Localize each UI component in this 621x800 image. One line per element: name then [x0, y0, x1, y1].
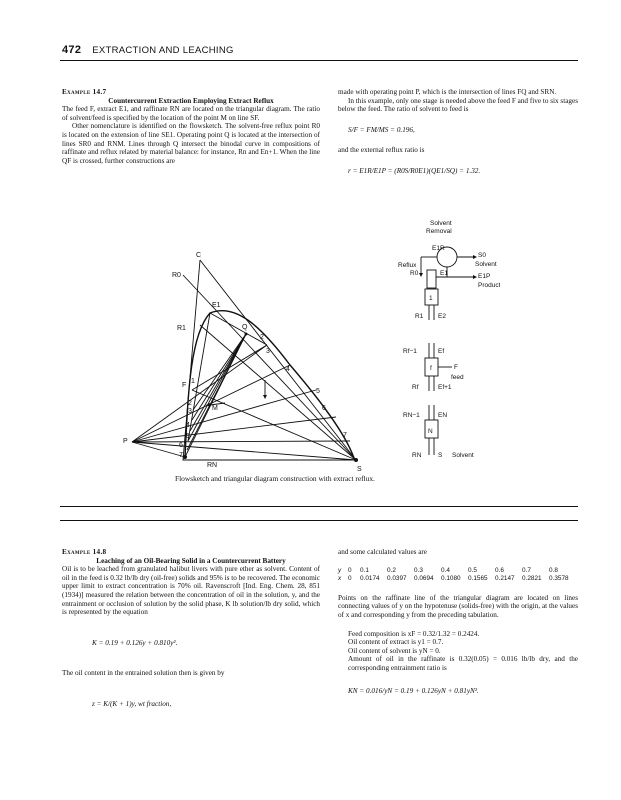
page-number: 472 — [62, 44, 82, 56]
raffinate-4: 4 — [186, 422, 190, 429]
flow-rn: RN — [412, 452, 422, 459]
line: Oil content of extract is y1 = 0.7. — [348, 638, 444, 647]
paragraph: made with operating point P, which is the intersection of lines FQ and SRN. — [338, 88, 557, 96]
paragraph: and some calculated values are — [338, 548, 428, 556]
paragraph: In this example, only one stage is needed above the feed F and five to six stages below the feed. The ratio of solvent to feed is — [338, 96, 578, 114]
header-rule — [60, 60, 578, 61]
raffinate-7: 7 — [179, 452, 183, 459]
flow-feed: feed — [451, 374, 464, 381]
example-label: Example 14.7 — [62, 88, 107, 96]
label-C: C — [196, 252, 202, 259]
flow-bottom-solvent: Solvent — [452, 452, 474, 459]
flow-removal: Removal — [426, 228, 452, 235]
flow-feed-F: F — [454, 364, 458, 371]
paragraph: Points on the raffinate line of the triangular diagram are located on lines connecting values of y on the hypotenuse (solids-free) with the origin, at the values of x and corresponding y from the preceding tabulation. — [338, 593, 578, 619]
flow-rf-1: Rf−1 — [403, 348, 417, 355]
label-S: S — [357, 466, 362, 473]
section-rule-2 — [60, 520, 578, 521]
flow-stage-1: 1 — [429, 295, 433, 302]
label-E1: E1 — [212, 302, 221, 309]
raffinate-2: 2 — [188, 400, 192, 407]
table-row: x 0 0.0174 0.0397 0.0694 0.1080 0.1565 0.2147 0.2821 0.3578 — [338, 575, 569, 583]
example-title: Countercurrent Extraction Employing Extract Reflux — [108, 96, 274, 105]
line: Oil content of solvent is yN = 0. — [348, 646, 441, 655]
flow-stage-n: N — [428, 428, 433, 435]
example-label: Example 14.8 — [62, 548, 107, 556]
section-rule — [60, 506, 578, 507]
flow-e1p: E1P — [478, 273, 491, 280]
flow-r0: R0 — [410, 270, 419, 277]
stage-6: 6 — [322, 405, 326, 412]
flow-en: EN — [438, 412, 448, 419]
label-R1: R1 — [177, 325, 186, 332]
stage-1: 1 — [191, 378, 195, 385]
flow-e1: E1 — [440, 270, 448, 277]
flow-s0: S0 — [478, 252, 486, 259]
raffinate-5: 5 — [186, 433, 190, 440]
example-14-8-right — [338, 548, 578, 695]
example-14-8-left — [62, 548, 320, 709]
label-F: F — [182, 382, 187, 389]
label-Q: Q — [242, 324, 248, 331]
flow-rf: Rf — [412, 384, 419, 391]
stage-2: 2 — [260, 334, 264, 341]
example-title: Leaching of an Oil-Bearing Solid in a Countercurrent Battery — [96, 556, 286, 565]
running-title: EXTRACTION AND LEACHING — [92, 45, 234, 56]
stage-3: 3 — [266, 348, 270, 355]
flow-s: S — [438, 452, 443, 459]
figure-14-7 — [60, 205, 500, 495]
figure-caption: Flowsketch and triangular diagram construction with extract reflux. — [175, 474, 375, 483]
flow-ef1: Ef+1 — [438, 384, 452, 391]
flow-ef: Ef — [438, 348, 445, 355]
flow-product: Product — [478, 282, 500, 289]
example-14-7-right — [338, 88, 578, 176]
running-header — [62, 44, 234, 56]
equation-reflux-ratio: r = E1R/E1P = (R0S/R0E1)(QE1/SQ) = 1.32. — [348, 166, 481, 175]
flow-e2: E2 — [438, 313, 446, 320]
flow-solvent: Solvent — [430, 220, 452, 227]
flow-reflux: Reflux — [398, 262, 417, 269]
paragraph: Other nomenclature is identified on the flowsketch. The solvent-free reflux point R0 is located on the extension of line SE1. Operating point Q is located at the intersection of lines SR0 and RNM. Lines through Q intersect the binodal curve in compositions of raffinate and reflux related by material balance: for instance, Rn and En+1. When the line QF is crossed, further constructions are — [62, 122, 320, 165]
stage-4: 4 — [286, 366, 290, 373]
label-M: M — [212, 405, 218, 412]
flow-stage-f: f — [430, 365, 432, 372]
table-row: y 0 0.1 0.2 0.3 0.4 0.5 0.6 0.7 0.8 — [338, 566, 558, 574]
equation-oil-content: z = K/(K + 1)y, wt fraction, — [92, 699, 172, 708]
paragraph: The oil content in the entrained solution then is given by — [62, 669, 225, 678]
equation-entrainment: K = 0.19 + 0.126y + 0.810y². — [92, 638, 178, 647]
raffinate-6: 6 — [179, 442, 183, 449]
flow-r1: R1 — [415, 313, 424, 320]
raffinate-3: 3 — [188, 408, 192, 415]
paragraph: and the external reflux ratio is — [338, 146, 425, 155]
flow-solvent-out: Solvent — [475, 261, 497, 268]
label-P: P — [123, 438, 128, 445]
triangle-outline — [183, 260, 356, 460]
data-table — [338, 567, 578, 584]
equation-solvent-feed: S/F = FM/MS = 0.196, — [348, 125, 415, 134]
paragraph: The feed F, extract E1, and raffinate RN are located on the triangular diagram. The ratio of solvent/feed is specified by the location of the point M on line SF. — [62, 105, 320, 122]
equation-kn: KN = 0.016/yN = 0.19 + 0.126yN + 0.81yN². — [348, 686, 479, 695]
line: Amount of oil in the raffinate is 0.32(0.05) = 0.016 lb/lb dry, and the corresponding entrainment ratio is — [348, 655, 578, 672]
label-R0: R0 — [172, 272, 181, 279]
flow-rn-1: RN−1 — [403, 412, 420, 419]
stage-5: 5 — [316, 388, 320, 395]
stage-7: 7 — [343, 432, 347, 439]
flow-e1r: E1R — [432, 245, 445, 252]
paragraph: Oil is to be leached from granulated halibut livers with pure ether as solvent. Content of oil in the feed is 0.32 lb/lb dry (oil-free) solids and 95% is to be recovered. The economic upper limit to extract concentration is 70% oil. Ravenscroft [Ind. Eng. Chem. 28, 851 (1934)] measured the relation between the concentration of oil in the solution, y, and the entrainment or occlusion of solution by the solid phase, K lb solution/lb dry solid, which is represented by the equation — [62, 565, 320, 617]
line: Feed composition is xF = 0.32/1.32 = 0.2424. — [348, 629, 480, 638]
example-14-7-left — [62, 88, 320, 165]
label-RN: RN — [207, 462, 218, 469]
